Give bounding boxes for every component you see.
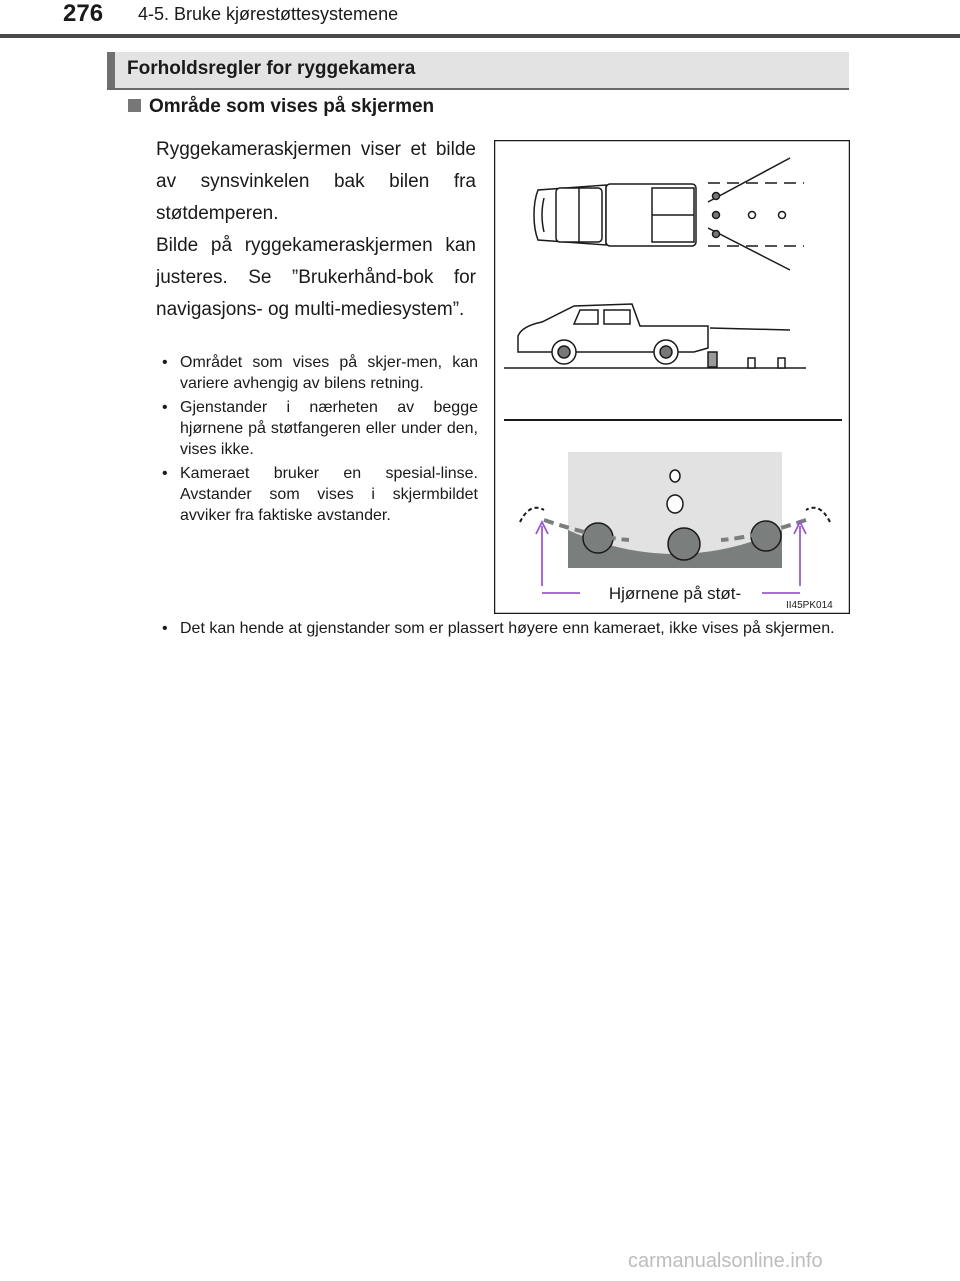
bullet-item: • Gjenstander i nærheten av begge hjørnene på støtfangeren eller under den, vises ikke. [160,397,478,460]
bullet-list [160,352,478,529]
bullet-item: • Området som vises på skjer-men, kan variere avhengig av bilens retning. [160,352,478,394]
figure-code: II45PK014 [786,600,833,611]
subheading [128,96,434,118]
section-title: Forholdsregler for ryggekamera [127,58,416,79]
paragraph: Ryggekameraskjermen viser et bilde av synsvinkelen bak bilen fra støtdemperen. [156,139,476,224]
bullet-item: • Det kan hende at gjenstander som er plassert høyere enn kameraet, ikke vises på skjermen. [160,618,844,640]
bullet-item: • Kameraet bruker en spesial-linse. Avstander som vises i skjermbildet avviker fra faktiske avstander. [160,463,478,526]
section-bar [107,52,849,90]
rear-camera-figure [494,140,850,614]
subheading-text: Område som vises på skjermen [149,96,435,117]
figure-illustration [494,140,850,614]
watermark: carmanualsonline.info [628,1250,823,1272]
page-number: 276 [63,0,104,27]
header-rule [0,34,960,38]
section-bar-tab [107,52,115,88]
chapter-title: 4-5. Bruke kjørestøttesystemene [138,4,399,24]
figure-label: Hjørnene på støt- [608,584,742,603]
truck-top-view [534,184,696,246]
square-bullet-icon [128,99,141,112]
bullet-list-wide [160,618,844,640]
paragraph: Bilde på ryggekameraskjermen kan justeres. Se ”Brukerhånd-bok for navigasjons- og multi-mediesystem”. [156,235,476,320]
